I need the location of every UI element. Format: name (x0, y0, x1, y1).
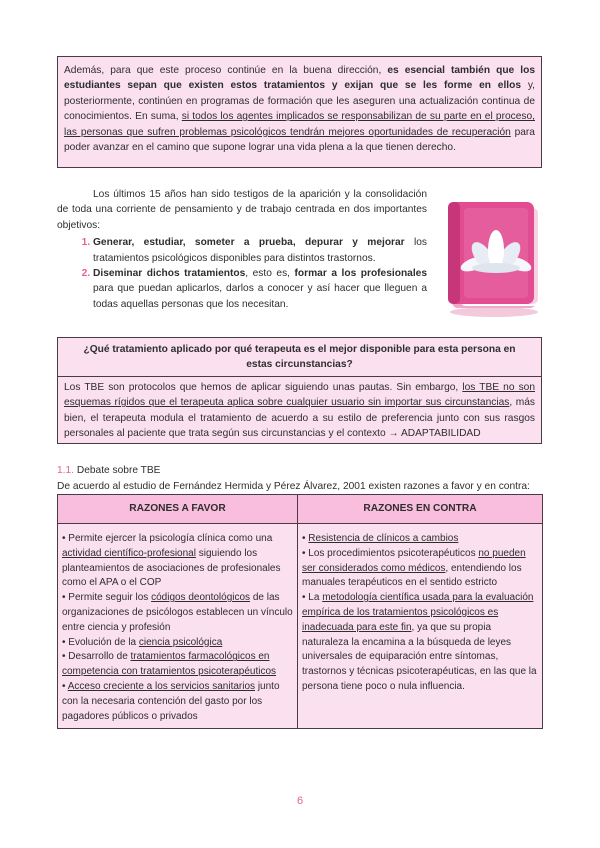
text-run: , más bien, el terapeuta modula el tratamiento de acuerdo a su estilo de preferencia junto con sus rasgos personales al paciente que trata según sus circunstancias y el contexto (64, 397, 535, 440)
favor-item (62, 532, 293, 591)
text-run: , entendiendo los manuales terapéuticos en el sentido estricto (302, 562, 522, 589)
favor-item (62, 591, 293, 635)
table-header-row (58, 495, 543, 524)
highlight-box-formation (57, 56, 542, 168)
text-run: y, posteriormente, continúen en programas de formación que les aseguren una actualización continua de conocimientos. En suma, (64, 80, 536, 123)
contra-item (302, 547, 538, 591)
text-run: • Permite seguir los (62, 592, 152, 604)
bold-text: es esencial también que los estudiantes sepan que existen estos tratamientos y exijan que se les forme en ellos (64, 65, 535, 92)
underlined-text: si todos los agentes implicados se responsabilizan de su parte en el proceso, las personas que sufren problemas psicológicos tendrán mejores oportunidades de recuperación (64, 111, 535, 138)
lotus-book-illustration (440, 198, 544, 320)
text-run: Además, para que este proceso continúe en la buena dirección, (64, 65, 388, 76)
bold-text: Diseminar dichos tratamientos (93, 268, 246, 280)
text-run: para poder avanzar en el camino que supone lograr una vida plena a la que tienen derecho. (64, 126, 535, 154)
underlined-text: tratamientos farmacológicos en competencia con tratamientos psicoterapéuticos (62, 651, 277, 678)
underlined-text: ciencia psicológica (138, 636, 223, 648)
underlined-text: los TBE no son esquemas rígidos que el terapeuta aplica sobre cualquier usuario sin importar sus circunstancias (64, 381, 535, 409)
text-run: • Desarrollo de (62, 651, 131, 663)
underlined-text: metodología científica usada para la evaluación empírica de los tratamientos psicológicos es inadecuada para este fin (302, 592, 534, 633)
text-run: • (62, 680, 68, 692)
favor-item (62, 650, 293, 680)
answer-text (58, 377, 541, 445)
table-row (58, 524, 543, 729)
section-heading (57, 463, 542, 478)
text-run: Los TBE son protocolos que hemos de aplicar siguiendo unas pautas. Sin embargo, (64, 381, 463, 393)
favor-item (62, 680, 293, 724)
objective-item (93, 235, 427, 266)
debate-section (57, 463, 542, 495)
contra-item (302, 591, 538, 695)
objective-item (93, 266, 427, 312)
text-run: • La (302, 592, 323, 604)
text-run: → ADAPTABILIDAD (388, 428, 481, 440)
text-run: junto con la necesaria contención del gasto por los pagadores públicos o privados (62, 680, 280, 722)
text-run: los tratamientos psicológicos disponibles para distintos trastornos. (93, 237, 427, 264)
section-intro: De acuerdo al estudio de Fernández Hermida y Pérez Álvarez, 2001 existen razones a favor y en contra: (57, 481, 530, 493)
box1-text (64, 65, 535, 153)
intro-paragraph: Los últimos 15 años han sido testigos de la aparición y la consolidación de toda una corriente de pensamiento y de trabajo centrada en dos importantes objetivos: (57, 189, 427, 231)
page-number: 6 (296, 795, 304, 807)
contra-cell (298, 524, 543, 729)
text-run: • Los procedimientos psicoterapéuticos (302, 547, 479, 559)
underlined-text: actividad científico-profesional (62, 547, 196, 559)
intro-section (57, 187, 427, 312)
favor-item (62, 636, 293, 651)
question-box (57, 337, 542, 444)
underlined-text: códigos deontológicos (151, 592, 251, 604)
text-run: • Evolución de la (62, 636, 139, 648)
reasons-table (57, 494, 543, 729)
objectives-list (57, 235, 427, 312)
text-run: • Permite ejercer la psicología clínica como una (62, 533, 273, 544)
text-run: de las organizaciones de psicólogos establecen un vínculo entre ciencia y profesión (62, 592, 293, 633)
section-title: Debate sobre TBE (76, 465, 161, 476)
bold-text: Generar, estudiar, someter a prueba, depurar y mejorar (93, 237, 405, 249)
text-run: , ya que su propia naturaleza la encamina a la búsqueda de leyes universales de equiparación entre síntomas, trastornos y técnicas psicoterapéuticas, en las que la persona tiene poco o nula influencia. (302, 621, 537, 692)
header-favor: RAZONES A FAVOR (58, 495, 298, 524)
text-run: , esto es, (245, 268, 295, 280)
favor-cell (58, 524, 298, 729)
bold-text: formar a los profesionales (294, 268, 427, 280)
text-run: para que puedan aplicarlos, darlos a conocer y así hacer que lleguen a todas aquellas personas que los necesitan. (93, 283, 427, 310)
contra-item (302, 532, 538, 547)
section-number: 1.1. (57, 465, 74, 476)
text-run: siguiendo los planteamientos de asociaciones de profesionales como el APA o el COP (62, 547, 281, 589)
underlined-text: no pueden ser considerados como médicos (302, 547, 526, 574)
underlined-text: Resistencia de clínicos a cambios (308, 533, 459, 544)
question-heading: ¿Qué tratamiento aplicado por qué terapeuta es el mejor disponible para esta persona en estas circunstancias? (58, 338, 541, 377)
text-run: • (302, 533, 309, 544)
underlined-text: Acceso creciente a los servicios sanitarios (67, 680, 256, 692)
header-contra: RAZONES EN CONTRA (298, 495, 543, 524)
